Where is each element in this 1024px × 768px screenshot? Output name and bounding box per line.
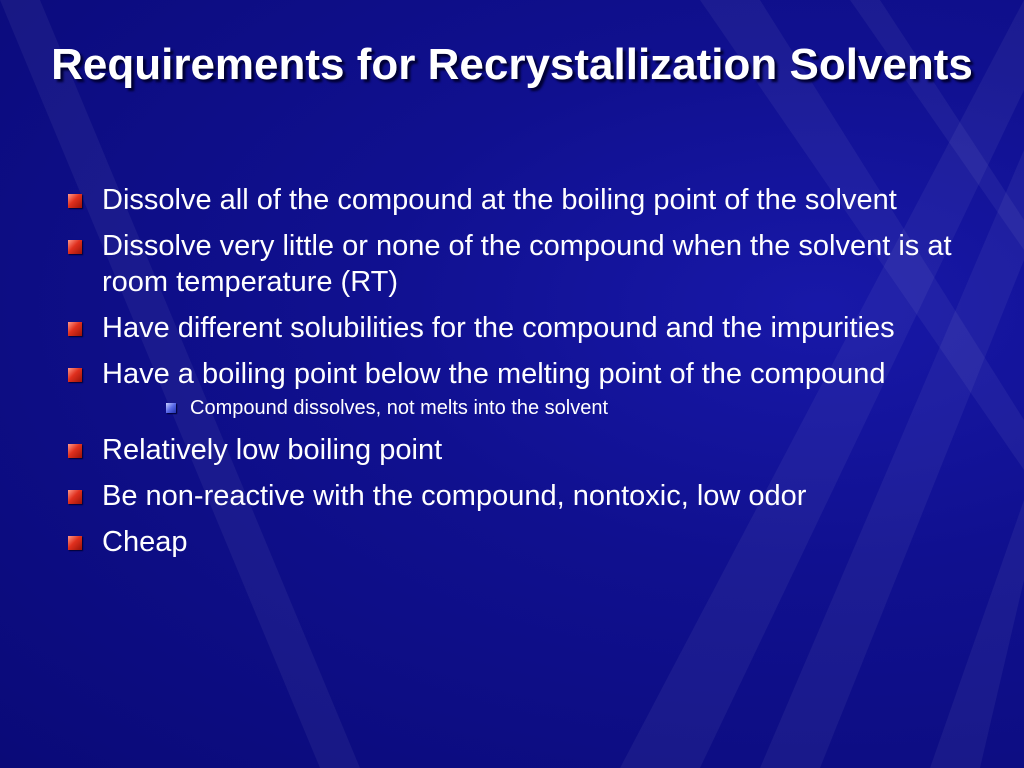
bullet-text: Have a boiling point below the melting point of the compound: [102, 358, 886, 390]
bullet-square-icon: [68, 444, 82, 458]
bullet-item: [60, 182, 960, 218]
bullet-text: Dissolve all of the compound at the boiling point of the solvent: [102, 184, 897, 216]
bullet-square-icon: [68, 240, 82, 254]
bullet-text: Dissolve very little or none of the compound when the solvent is at room temperature (RT): [102, 230, 952, 298]
sub-bullet-text: Compound dissolves, not melts into the solvent: [190, 397, 608, 419]
bullet-item: [60, 356, 960, 392]
bullet-item: [60, 478, 960, 514]
sub-bullet-square-icon: [166, 403, 176, 413]
slide-title: Requirements for Recrystallization Solvents: [51, 40, 973, 89]
bullet-square-icon: [68, 490, 82, 504]
bullet-list: [60, 182, 960, 570]
bullet-text: Have different solubilities for the compound and the impurities: [102, 312, 895, 344]
bullet-square-icon: [68, 322, 82, 336]
bullet-item: [60, 432, 960, 468]
bullet-item: [60, 310, 960, 346]
bullet-square-icon: [68, 368, 82, 382]
bullet-text: Relatively low boiling point: [102, 434, 443, 466]
bullet-text: Be non-reactive with the compound, nontoxic, low odor: [102, 480, 807, 512]
bullet-square-icon: [68, 194, 82, 208]
bullet-item: [60, 524, 960, 560]
sub-bullet-item: [60, 394, 960, 422]
bullet-square-icon: [68, 536, 82, 550]
bullet-text: Cheap: [102, 526, 188, 558]
bullet-item: [60, 228, 960, 300]
